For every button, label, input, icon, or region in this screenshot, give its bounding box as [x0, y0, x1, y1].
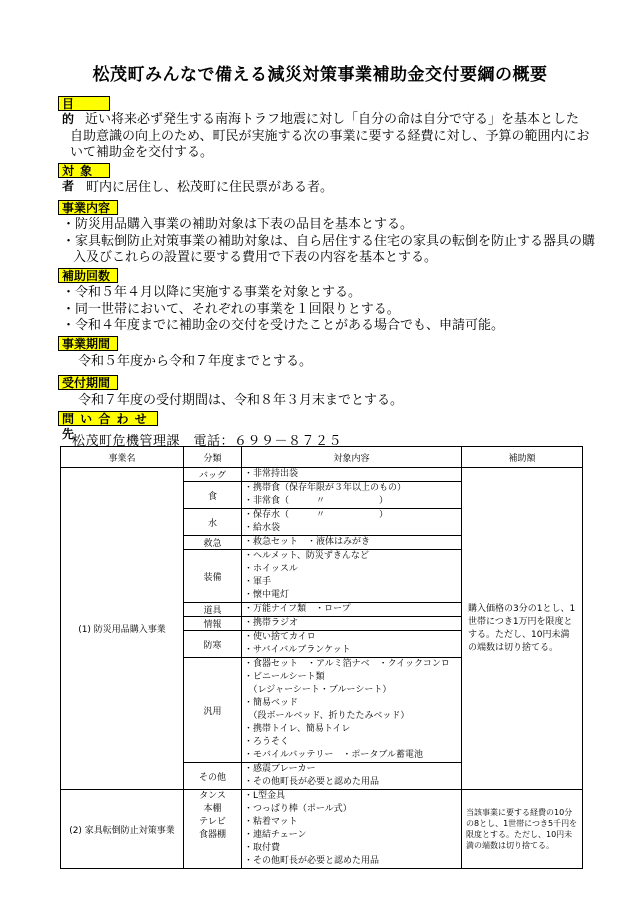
category: 救急: [184, 536, 242, 550]
header-items: 対象内容: [242, 447, 462, 468]
category: 道具: [184, 603, 242, 617]
list-item: ・粘着マット: [244, 817, 298, 827]
list-item: ・万能ナイフ類 ・ロープ: [244, 604, 351, 614]
category: 食器棚: [198, 830, 226, 840]
items-cell: [242, 509, 462, 536]
content-bullet: ・防災用品購入事業の補助対象は下表の品目を基本とする。: [62, 217, 414, 232]
header-category: 分類: [184, 447, 242, 468]
purpose-label: 目 的: [58, 96, 110, 111]
category: 水: [184, 509, 242, 536]
list-item: ・その他町長が必要と認めた用品: [244, 777, 380, 787]
list-item: ・連結チェーン: [244, 830, 307, 840]
count-bullets: [62, 285, 602, 335]
list-item: ・携帯ラジオ: [244, 618, 299, 628]
target-text: 町内に居住し、松茂町に住民票がある者。: [86, 180, 334, 195]
items-cell: [242, 631, 462, 658]
content-bullets: [62, 217, 602, 267]
category: 本棚: [203, 804, 222, 814]
category: 食: [184, 482, 242, 509]
content-label: 事業内容: [58, 200, 118, 215]
count-bullet: ・令和５年４月以降に実施する事業を対象とする。: [62, 285, 362, 300]
list-item: ・非常持出袋: [244, 469, 299, 479]
count-label: 補助回数: [58, 268, 118, 283]
program2-amount: 当該事業に要する経費の10分の8とし、1世帯につき5千円を限度とする。ただし、10円未満の端数は切り捨てる。: [462, 790, 583, 869]
category: 装備: [184, 550, 242, 603]
program1-name: (1) 防災用品購入事業: [61, 468, 184, 790]
list-item: ・給水袋: [244, 523, 281, 533]
items-cell: [242, 468, 462, 482]
items-cell: [242, 550, 462, 603]
table-header-row: [61, 447, 583, 468]
purpose-text: 近い将来必ず発生する南海トラフ地震に対し「自分の命は自分で守る」を基本とした自助意識の向上のため、町民が実施する次の事業に要する経費に対し、予算の範囲内において補助金を交付する。: [70, 112, 590, 160]
category: 汎用: [184, 658, 242, 763]
content-bullet: ・家具転倒防止対策事業の補助対象は、自ら居住する住宅の家具の転倒を防止する器具の購入及びこれらの設置に要する費用で下表の内容を基本とする。: [62, 233, 596, 265]
list-item: ・モバイルバッテリー ・ポータブル蓄電池: [244, 750, 424, 760]
period-label: 事業期間: [58, 336, 118, 351]
header-amount: 補助額: [462, 447, 583, 468]
list-item: ・使い捨てカイロ: [244, 632, 316, 642]
table-row: [61, 468, 583, 482]
items-cell: [242, 617, 462, 631]
category: その他: [184, 763, 242, 790]
list-item: ・救急セット ・液体はみがき: [244, 537, 371, 547]
reception-label: 受付期間: [58, 375, 118, 390]
category: 情報: [184, 617, 242, 631]
list-item: ・ビニールシート類: [244, 672, 325, 682]
items-cell: [242, 603, 462, 617]
category: バッグ: [184, 468, 242, 482]
category: テレビ: [199, 817, 226, 827]
items-cell: [242, 536, 462, 550]
program2-categories: [184, 790, 242, 869]
list-item: ・ホイッスル: [244, 564, 298, 574]
period-text: 令和５年度から令和７年度までとする。: [78, 354, 313, 369]
items-cell: [242, 790, 462, 869]
list-item: ・つっぱり棒（ポール式）: [244, 804, 352, 814]
list-item: ・ろうそく: [244, 737, 290, 747]
list-item: （レジャーシート・ブルーシート）: [244, 685, 392, 695]
list-item: ・懐中電灯: [244, 590, 290, 600]
list-item: ・取付費: [244, 843, 281, 853]
subsidy-table: [60, 446, 583, 869]
header-program: 事業名: [61, 447, 184, 468]
items-cell: [242, 658, 462, 763]
inquiry-label: 問 い 合 わ せ 先: [58, 411, 158, 426]
list-item: ・非常食（ 〃 ）: [244, 496, 389, 506]
program1-amount: 購入価格の3分の1とし、1世帯につき1万円を限度とする。ただし、10円未満の端数は切り捨てる。: [462, 468, 583, 790]
list-item: ・簡易ベッド: [244, 698, 299, 708]
category: 防寒: [184, 631, 242, 658]
contact-info: 松茂町危機管理課 電話：６９９－８７２５: [72, 434, 343, 449]
list-item: ・食器セット ・アルミ箔ナベ ・クイックコンロ: [244, 659, 450, 669]
items-cell: [242, 482, 462, 509]
program2-name: (2) 家具転倒防止対策事業: [61, 790, 184, 869]
count-bullet: ・令和４年度までに補助金の交付を受けたことがある場合でも、申請可能。: [62, 318, 505, 333]
target-label: 対 象 者: [58, 163, 110, 178]
list-item: ・保存水（ 〃 ）: [244, 510, 389, 520]
list-item: ・携帯食（保存年限が３年以上のもの）: [244, 483, 407, 493]
list-item: ・サバイバルブランケット: [244, 645, 351, 655]
list-item: ・L型金具: [244, 791, 286, 801]
list-item: ・その他町長が必要と認めた用品: [244, 856, 380, 866]
list-item: ・ヘルメット、防災ずきんなど: [244, 551, 369, 561]
list-item: ・携帯トイレ、簡易トイレ: [244, 724, 351, 734]
page-title: 松茂町みんなで備える減災対策事業補助金交付要綱の概要: [92, 65, 548, 85]
list-item: （段ボールベッド、折りたたみベッド）: [244, 711, 410, 721]
reception-text: 令和７年度の受付期間は、令和８年３月末までとする。: [78, 393, 404, 408]
items-cell: [242, 763, 462, 790]
count-bullet: ・同一世帯において、それぞれの事業を１回限りとする。: [62, 301, 400, 317]
category: タンス: [199, 791, 226, 801]
table-row: [61, 790, 583, 869]
list-item: ・感震ブレーカー: [244, 764, 316, 774]
list-item: ・軍手: [244, 577, 272, 587]
